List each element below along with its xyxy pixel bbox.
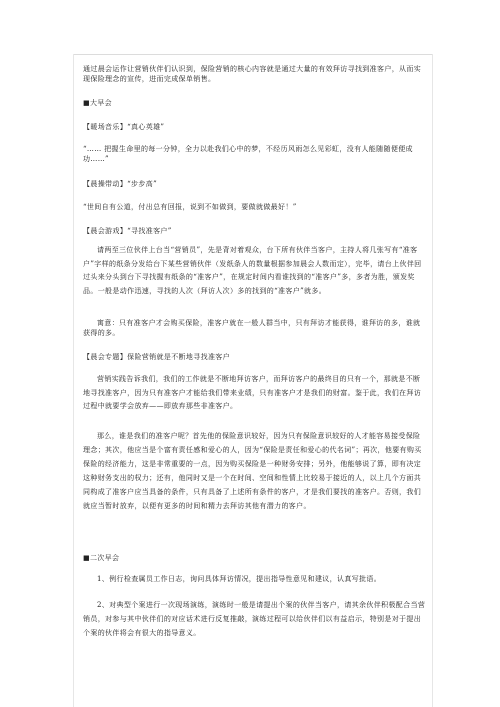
intro-paragraph: 通过晨会运作让营销伙伴们认识到，保险营销的核心内容就是通过大量的有效拜访寻找到准客户，从而实现保险理念的宣传，进而完成保单销售。 [83, 65, 422, 83]
page-top-border [73, 54, 433, 55]
song-lyrics-paragraph: “…… 把握生命里的每一分钟，全力以赴我们心中的梦，不经历风雨怎么见彩虹，没有人能随随便便成功……” [83, 145, 413, 163]
page-right-border [432, 54, 433, 707]
game-rules-paragraph: 请两至三位伙伴上台当“营销员”，先是背对着观众，台下所有伙伴当客户，主持人将几张写有“准客户”字样的纸条分发给台下某些营销伙伴（发纸条人的数量根据参加晨会人数而定），完毕，请台上伙伴回过头来分头到台下寻找握有纸条的“准客户”，在规定时间内看谁找到的“准客户”多，多者为胜，颁发奖品。一般是动作迅速，寻找的人次（拜访人次）多的找到的“准客户”就多。 [83, 246, 422, 295]
section-heading-second-morning-meeting: ■二次早会 [83, 554, 120, 562]
topic-criteria-paragraph: 那么，谁是我们的准客户呢？首先他的保险意识较好，因为只有保险意识较好的人才能容易接受保险理念；其次，他应当是个富有责任感和爱心的人，因为“保险是责任和爱心的代名词”；再次，他要有购买保险的经济能力，这是非常重要的一点，因为购买保险是一种财务安排；另外，他能够说了算，即有决定这种财务支出的权力；还有，他同时又是一个在时间、空间和性情上比较易于接近的人，以上几个方面共同构成了准客户应当具备的条件，只有具备了上述所有条件的客户，才是我们要找的准客户。否则，我们就应当暂时放弃，以便有更多的时间和精力去拜访其他有潜力的客户。 [83, 432, 422, 510]
document-page [73, 54, 433, 707]
page-left-border [73, 54, 74, 707]
morning-exercise-label: 【晨操带动】“步步高” [83, 180, 158, 188]
game-meaning-paragraph: 寓意：只有准客户才会购买保险，准客户就在一般人群当中，只有拜访才能获得，谁拜访的多，谁就获得的多。 [83, 319, 421, 337]
section-heading-big-morning-meeting: ■大早会 [83, 99, 113, 107]
second-meeting-item-2: 2、对典型个案进行一次现场演练，演练时一般是请提出个案的伙伴当客户，请其余伙伴积极配合当营销员，对参与其中伙伴们的对应话术进行反复推敲，演练过程可以给伙伴们以有益启示，特别是对于提出个案的伙伴将会有很大的指导意义。 [83, 601, 426, 637]
exercise-chant-paragraph: “世间自有公道，付出总有回报，说到不如做到，要做就做最好！” [83, 203, 297, 211]
second-meeting-item-1: 1、例行检查属员工作日志，询问具体拜访情况，提出指导性意见和建议，认真写批语。 [97, 575, 382, 583]
game-label: 【晨会游戏】“寻找准客户” [83, 227, 172, 235]
topic-label: 【晨会专题】保险营销就是不断地寻找准客户 [83, 353, 230, 361]
warmup-music-label: 【暖场音乐】“真心英雄” [83, 123, 165, 131]
topic-practice-paragraph: 营销实践告诉我们，我们的工作就是不断地拜访客户，而拜访客户的最终目的只有一个，那就是不断地寻找准客户，因为只有准客户才能给我们带来业绩，只有准客户才是我们的财富。鉴于此，我们在拜访过程中就要学会放弃——即放弃那些非准客户。 [83, 375, 422, 410]
